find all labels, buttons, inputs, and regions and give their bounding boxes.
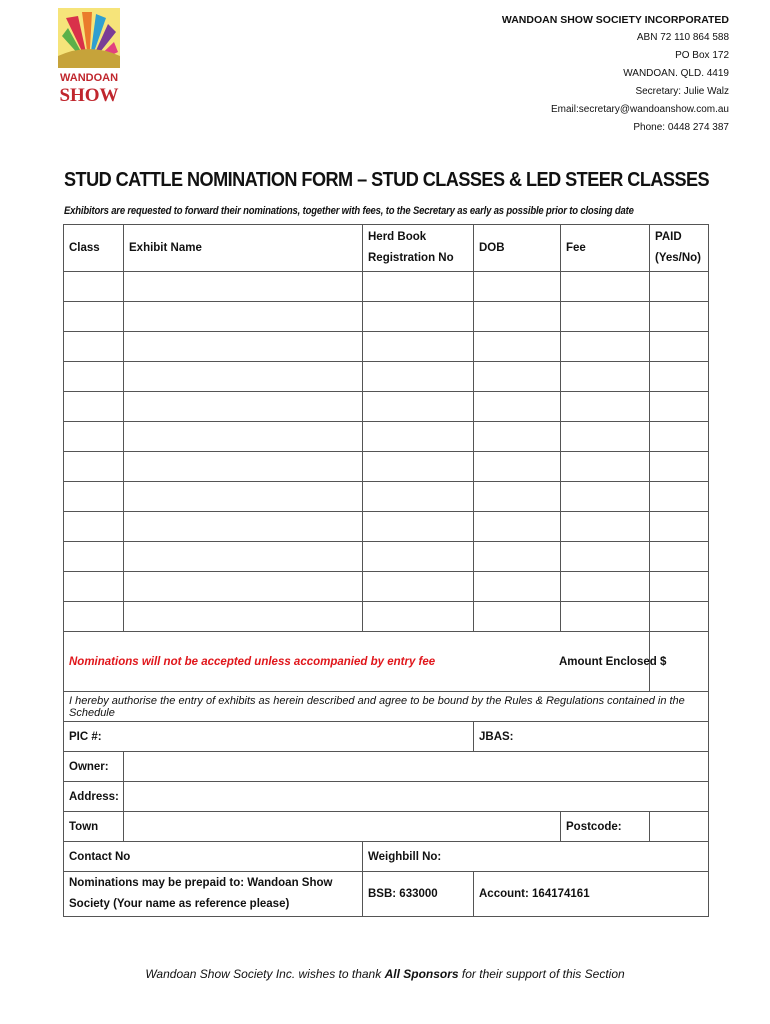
form-title: STUD CATTLE NOMINATION FORM – STUD CLASSES & LED STEER CLASSES [64,169,710,191]
entry-cell-dob[interactable] [474,302,561,332]
logo-text-show: SHOW [59,85,119,106]
entry-row [64,392,709,422]
town-input[interactable] [124,812,561,842]
entry-cell-fee[interactable] [561,572,650,602]
owner-input[interactable] [124,752,709,782]
entry-cell-paid[interactable] [650,332,709,362]
prepaid-note: Nominations may be prepaid to: Wandoan Show Society (Your name as reference please) [64,872,363,917]
society-email[interactable]: Email:secretary@wandoanshow.com.au [550,104,729,115]
wandoan-show-logo [56,8,122,106]
entry-cell-paid[interactable] [650,572,709,602]
entry-cell-herd-book[interactable] [363,452,474,482]
entry-cell-fee[interactable] [561,602,650,632]
pic-field[interactable]: PIC #: [64,722,474,752]
pic-row [64,722,709,752]
owner-row [64,752,709,782]
society-contact-block [502,11,729,137]
entry-cell-fee[interactable] [561,272,650,302]
nomination-table [63,224,709,917]
weighbill-field[interactable]: Weighbill No: [363,842,709,872]
footer-text-pre: Wandoan Show Society Inc. wishes to thank [145,967,385,981]
entry-cell-dob[interactable] [474,572,561,602]
col-header-exhibit-name: Exhibit Name [124,225,363,272]
entry-cell-exhibit-name[interactable] [124,332,363,362]
entry-cell-exhibit-name[interactable] [124,362,363,392]
entry-cell-dob[interactable] [474,602,561,632]
entry-cell-class[interactable] [64,542,124,572]
entry-cell-class[interactable] [64,302,124,332]
entry-cell-exhibit-name[interactable] [124,422,363,452]
entry-cell-fee[interactable] [561,392,650,422]
authorise-row [64,692,709,722]
col-header-fee: Fee [561,225,650,272]
account-value: Account: 164174161 [474,872,709,917]
contact-row [64,842,709,872]
entry-cell-herd-book[interactable] [363,422,474,452]
notice-row [64,632,709,692]
entry-cell-herd-book[interactable] [363,482,474,512]
society-name: WANDOAN SHOW SOCIETY INCORPORATED [501,14,729,26]
entry-cell-exhibit-name[interactable] [124,302,363,332]
bsb-value: BSB: 633000 [363,872,474,917]
entry-cell-fee[interactable] [561,542,650,572]
entry-rows [64,272,709,632]
society-address: WANDOAN. QLD. 4419 [623,68,729,79]
authorise-statement: I hereby authorise the entry of exhibits as herein described and agree to be bound by the Rules & Regulations contained in the Schedule [64,692,709,722]
form-subtitle: Exhibitors are requested to forward their nominations, together with fees, to the Secretary as early as possible prior to closing date [64,205,634,217]
town-label: Town [64,812,124,842]
entry-cell-dob[interactable] [474,512,561,542]
address-input[interactable] [124,782,709,812]
sponsor-footer [0,967,770,981]
entry-cell-paid[interactable] [650,602,709,632]
col-header-class: Class [64,225,124,272]
entry-cell-dob[interactable] [474,362,561,392]
entry-cell-herd-book[interactable] [363,362,474,392]
entry-cell-exhibit-name[interactable] [124,452,363,482]
entry-cell-herd-book[interactable] [363,272,474,302]
entry-cell-dob[interactable] [474,272,561,302]
entry-cell-class[interactable] [64,272,124,302]
society-po-box: PO Box 172 [675,50,729,61]
amount-enclosed-label: Amount Enclosed $ [650,632,709,692]
payment-row [64,872,709,917]
entry-cell-fee[interactable] [561,512,650,542]
entry-row [64,362,709,392]
entry-cell-exhibit-name[interactable] [124,602,363,632]
entry-row [64,272,709,302]
entry-row [64,572,709,602]
entry-cell-dob[interactable] [474,392,561,422]
entry-cell-fee[interactable] [561,422,650,452]
entry-cell-herd-book[interactable] [363,332,474,362]
entry-cell-paid[interactable] [650,392,709,422]
owner-label: Owner: [64,752,124,782]
logo-graphic [56,8,122,106]
entry-cell-paid[interactable] [650,452,709,482]
entry-cell-herd-book[interactable] [363,602,474,632]
entry-cell-paid[interactable] [650,512,709,542]
col-header-herd-book: Herd Book Registration No [363,225,474,272]
entry-cell-class[interactable] [64,362,124,392]
entry-row [64,332,709,362]
society-phone: Phone: 0448 274 387 [633,122,729,133]
footer-text-post: for their support of this Section [458,967,625,981]
entry-fee-notice: Nominations will not be accepted unless accompanied by entry fee [64,632,650,692]
entry-cell-exhibit-name[interactable] [124,482,363,512]
postcode-input[interactable] [650,812,709,842]
col-header-paid: PAID (Yes/No) [650,225,709,272]
entry-cell-class[interactable] [64,452,124,482]
col-header-dob: DOB [474,225,561,272]
entry-cell-paid[interactable] [650,482,709,512]
entry-cell-dob[interactable] [474,422,561,452]
entry-row [64,482,709,512]
entry-cell-class[interactable] [64,392,124,422]
entry-cell-dob[interactable] [474,542,561,572]
logo-text-wandoan: WANDOAN [59,72,119,84]
table-header-row [64,225,709,272]
entry-cell-exhibit-name[interactable] [124,272,363,302]
entry-cell-fee[interactable] [561,362,650,392]
entry-cell-paid[interactable] [650,542,709,572]
entry-cell-class[interactable] [64,332,124,362]
entry-cell-exhibit-name[interactable] [124,512,363,542]
contact-field[interactable]: Contact No [64,842,363,872]
entry-cell-herd-book[interactable] [363,572,474,602]
jbas-field[interactable]: JBAS: [474,722,709,752]
entry-cell-dob[interactable] [474,452,561,482]
entry-cell-herd-book[interactable] [363,302,474,332]
entry-cell-fee[interactable] [561,302,650,332]
address-label: Address: [64,782,124,812]
entry-cell-class[interactable] [64,602,124,632]
entry-cell-class[interactable] [64,512,124,542]
society-secretary: Secretary: Julie Walz [635,86,729,97]
entry-row [64,542,709,572]
entry-row [64,302,709,332]
entry-cell-class[interactable] [64,482,124,512]
entry-cell-fee[interactable] [561,332,650,362]
postcode-label: Postcode: [561,812,650,842]
entry-cell-herd-book[interactable] [363,392,474,422]
entry-cell-exhibit-name[interactable] [124,542,363,572]
entry-cell-herd-book[interactable] [363,542,474,572]
entry-cell-paid[interactable] [650,302,709,332]
footer-text-bold: All Sponsors [384,967,459,981]
entry-cell-fee[interactable] [561,452,650,482]
entry-cell-paid[interactable] [650,272,709,302]
address-row [64,782,709,812]
entry-row [64,602,709,632]
entry-row [64,512,709,542]
entry-row [64,422,709,452]
entry-row [64,452,709,482]
town-row [64,812,709,842]
entry-cell-dob[interactable] [474,332,561,362]
society-abn: ABN 72 110 864 588 [636,32,729,43]
entry-cell-paid[interactable] [650,362,709,392]
entry-cell-dob[interactable] [474,482,561,512]
entry-cell-paid[interactable] [650,422,709,452]
entry-cell-class[interactable] [64,422,124,452]
entry-cell-exhibit-name[interactable] [124,572,363,602]
entry-cell-class[interactable] [64,572,124,602]
entry-cell-exhibit-name[interactable] [124,392,363,422]
entry-cell-fee[interactable] [561,482,650,512]
entry-cell-herd-book[interactable] [363,512,474,542]
